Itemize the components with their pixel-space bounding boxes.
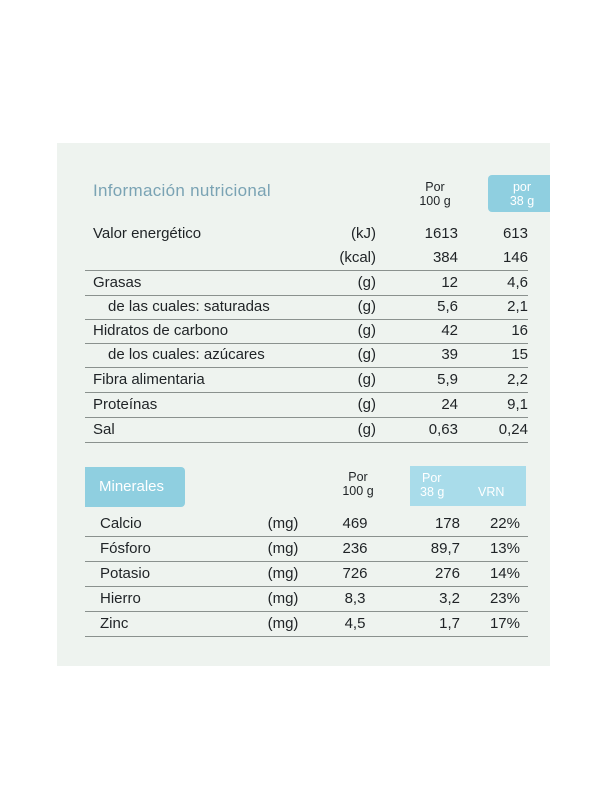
minerals-header-bar [85, 467, 185, 507]
row-unit: (g) [357, 396, 376, 413]
mineral-value-38g: 89,7 [430, 540, 460, 557]
row-unit: (kJ) [351, 225, 376, 242]
row-unit: (g) [357, 371, 376, 388]
mineral-value-38g: 1,7 [439, 615, 460, 632]
row-value-38g: 9,1 [507, 396, 528, 413]
row-value-100g: 42 [441, 322, 458, 339]
mineral-unit: (mg) [267, 540, 299, 557]
mineral-value-38g: 178 [434, 515, 460, 532]
row-label: Valor energético [93, 225, 202, 242]
row-value-38g: 613 [502, 225, 528, 242]
minerals-title: Minerales [99, 478, 165, 495]
row-divider [85, 417, 528, 418]
row-value-38g: 4,6 [507, 274, 528, 291]
mineral-unit: (mg) [267, 515, 299, 532]
row-label: Proteínas [93, 396, 158, 413]
row-unit: (g) [357, 421, 376, 438]
row-divider [85, 319, 528, 320]
per-38g-header: por 38 g [488, 175, 550, 212]
row-value-100g: 5,9 [437, 371, 458, 388]
mineral-unit: (mg) [267, 565, 299, 582]
mineral-value-100g: 469 [342, 515, 368, 532]
mineral-label: Potasio [100, 565, 151, 582]
row-value-100g: 24 [441, 396, 458, 413]
row-value-100g: 12 [441, 274, 458, 291]
row-divider [85, 270, 528, 271]
row-unit: (g) [357, 274, 376, 291]
mineral-label: Hierro [100, 590, 141, 607]
row-divider [85, 586, 528, 587]
row-unit: (g) [357, 298, 376, 315]
row-value-100g: 39 [441, 346, 458, 363]
row-value-38g: 2,2 [507, 371, 528, 388]
minerals-per-100g-header: Por 100 g [342, 470, 374, 498]
mineral-label: Zinc [100, 615, 129, 632]
row-divider [85, 392, 528, 393]
mineral-value-100g: 236 [342, 540, 368, 557]
row-value-100g: 5,6 [437, 298, 458, 315]
mineral-vrn: 14% [489, 565, 520, 582]
row-divider [85, 611, 528, 612]
row-divider [85, 295, 528, 296]
row-value-38g: 0,24 [498, 421, 528, 438]
mineral-vrn: 17% [489, 615, 520, 632]
row-unit: (kcal) [339, 249, 376, 266]
row-value-38g: 2,1 [507, 298, 528, 315]
mineral-unit: (mg) [267, 590, 299, 607]
row-divider [85, 636, 528, 637]
mineral-vrn: 23% [489, 590, 520, 607]
row-value-38g: 15 [511, 346, 528, 363]
nutrition-title: Información nutricional [93, 181, 271, 200]
mineral-vrn: 13% [489, 540, 520, 557]
mineral-value-38g: 3,2 [439, 590, 460, 607]
row-unit: (g) [357, 322, 376, 339]
row-value-100g: 384 [432, 249, 458, 266]
mineral-value-100g: 726 [342, 565, 368, 582]
row-value-38g: 16 [511, 322, 528, 339]
minerals-per-38g-header: Por 38 g VRN [410, 466, 526, 506]
mineral-value-100g: 4,5 [344, 615, 366, 632]
row-label: Sal [93, 421, 115, 438]
mineral-value-100g: 8,3 [344, 590, 366, 607]
mineral-label: Calcio [100, 515, 142, 532]
row-divider [85, 536, 528, 537]
row-label: Grasas [93, 274, 142, 291]
row-divider [85, 343, 528, 344]
row-divider [85, 367, 528, 368]
row-label: de los cuales: azúcares [108, 346, 265, 363]
row-value-38g: 146 [502, 249, 528, 266]
vrn-header: VRN [478, 485, 505, 499]
mineral-value-38g: 276 [434, 565, 460, 582]
mineral-vrn: 22% [489, 515, 520, 532]
row-unit: (g) [357, 346, 376, 363]
mineral-label: Fósforo [100, 540, 151, 557]
row-divider [85, 561, 528, 562]
row-label: Fibra alimentaria [93, 371, 205, 388]
mineral-unit: (mg) [267, 615, 299, 632]
row-label: de las cuales: saturadas [108, 298, 270, 315]
per-100g-header: Por 100 g [419, 180, 451, 208]
row-value-100g: 0,63 [428, 421, 458, 438]
row-divider [85, 442, 528, 443]
row-value-100g: 1613 [424, 225, 458, 242]
row-label: Hidratos de carbono [93, 322, 229, 339]
